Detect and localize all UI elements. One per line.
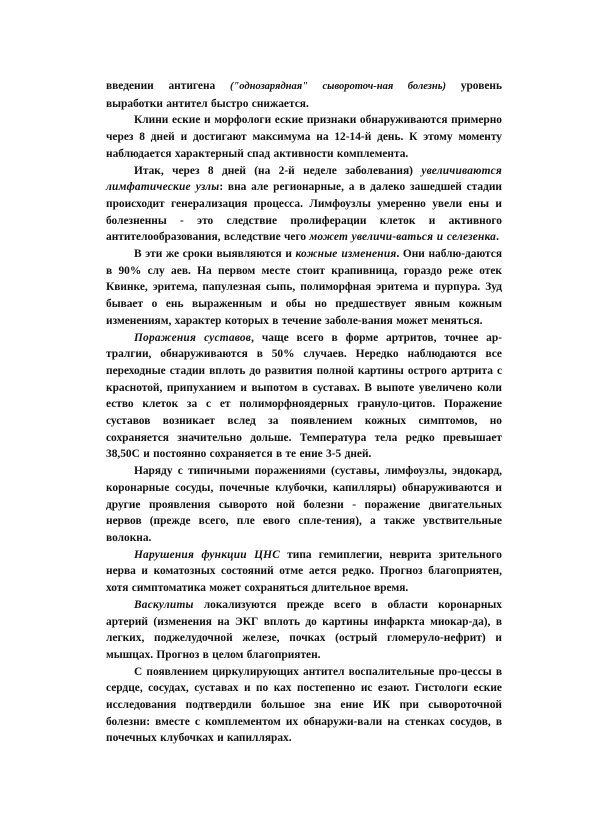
paragraph-other-manifestations bbox=[106, 463, 502, 547]
text-run: локализуются прежде всего в области коронарных артерий (изменения на ЭКГ вплоть до картины инфаркта миокар-да), в легких, поджелудочной железе, почках (острый гломеруло-нефрит) и мышцах. Прогноз в целом благоприятен. bbox=[106, 598, 502, 661]
text-run-italic: кожные изменения bbox=[295, 248, 397, 261]
paragraph-vasculitis bbox=[106, 597, 502, 664]
text-run: . bbox=[496, 231, 499, 244]
text-run-italic: Васкулиты bbox=[134, 598, 194, 611]
text-run-italic: увеличиваются лимфатические узлы bbox=[106, 164, 502, 194]
paragraph-circulating-antibodies bbox=[106, 664, 502, 748]
text-run: уровень выработки антител быстро снижается. bbox=[106, 80, 502, 110]
text-run: , чаще всего в форме артритов, точнее ар-тралгии, обнаруживаются в 50% случаев. Нередко наблюдаются все переходные стадии вплоть до развития полной картины острого артрита с краснотой, припуханием и выпотом в суставах. В выпоте увеличено коли ество клеток за с ет полиморфноядерных грануло-цитов. Поражение суставов возникает вслед за появлением кожных симптомов, но сохраняется значительно дольше. Температура тела редко превышает 38,50С и постоянно сохраняется в те ение 3-5 дней. bbox=[106, 331, 502, 461]
paragraph-skin-changes bbox=[106, 246, 502, 330]
paragraph-intro bbox=[106, 78, 502, 112]
text-run: С появлением циркулирующих антител воспалительные про-цессы в сердце, сосудах, суставах и по ках постепенно ис езают. Гистологи еские исследования подтвердили большое зна ение ИК при сывороточной болезни: вместе с комплементом их обнаружи-вали на стенках сосудов, в почечных клубочках и капиллярах. bbox=[106, 665, 502, 745]
document-page bbox=[106, 78, 502, 747]
text-run: типа гемиплегии, неврита зрительного нерва и коматозных состояний отме ается редко. Прогноз благоприятен, хотя симптоматика может сохраняться длительное время. bbox=[106, 548, 502, 595]
text-run: Наряду с типичными поражениями (суставы, лимфоузлы, эндокард, коронарные сосуды, почечные клубочки, капилляры) обнаруживаются и другие проявления сыворото ной болезни - поражение двигательных нервов (прежде всего, пле евого спле-тения), а также увствительные волокна. bbox=[106, 465, 502, 544]
text-run-italic: ("однозарядная" сывороточ-ная болезнь) bbox=[229, 81, 446, 92]
text-run: В эти же сроки выявляются и bbox=[134, 248, 296, 261]
text-run: : вна але регионарные, а в далеко зашедшей стадии происходит генерализация процесса. Лимфоузлы умеренно увели ены и болезненны - это следствие пролиферации клеток и активного антителообразования, вследствие чего bbox=[106, 181, 502, 244]
text-run: Клини еские и морфологи еские признаки обнаруживаются примерно через 8 дней и достигают максимума на 12-14-й день. К этому моменту наблюдается характерный спад активности комплемента. bbox=[106, 114, 502, 160]
text-run-italic: Нарушения функции ЦНС bbox=[134, 548, 281, 561]
text-run: . Они наблю-даются в 90% слу аев. На первом месте стоит крапивница, гораздо реже отек Квинке, эритема, папулезная сыпь, полиморфная эритема и пурпура. Зуд бывает о ень выраженным и обы но предшествует явным кожным изменениям, характер которых в течение заболе-вания может меняться. bbox=[106, 248, 502, 327]
text-run: Итак, через 8 дней (на 2-й неделе заболевания) bbox=[134, 164, 422, 177]
paragraph-cns bbox=[106, 547, 502, 597]
paragraph-clinical-signs bbox=[106, 112, 502, 162]
paragraph-lymph-nodes bbox=[106, 163, 502, 247]
paragraph-joints bbox=[106, 330, 502, 464]
text-run-italic: может увеличи-ваться и селезенка bbox=[309, 231, 497, 244]
text-run-italic: Поражения суставов bbox=[134, 331, 252, 344]
text-run: введении антигена bbox=[106, 80, 230, 92]
